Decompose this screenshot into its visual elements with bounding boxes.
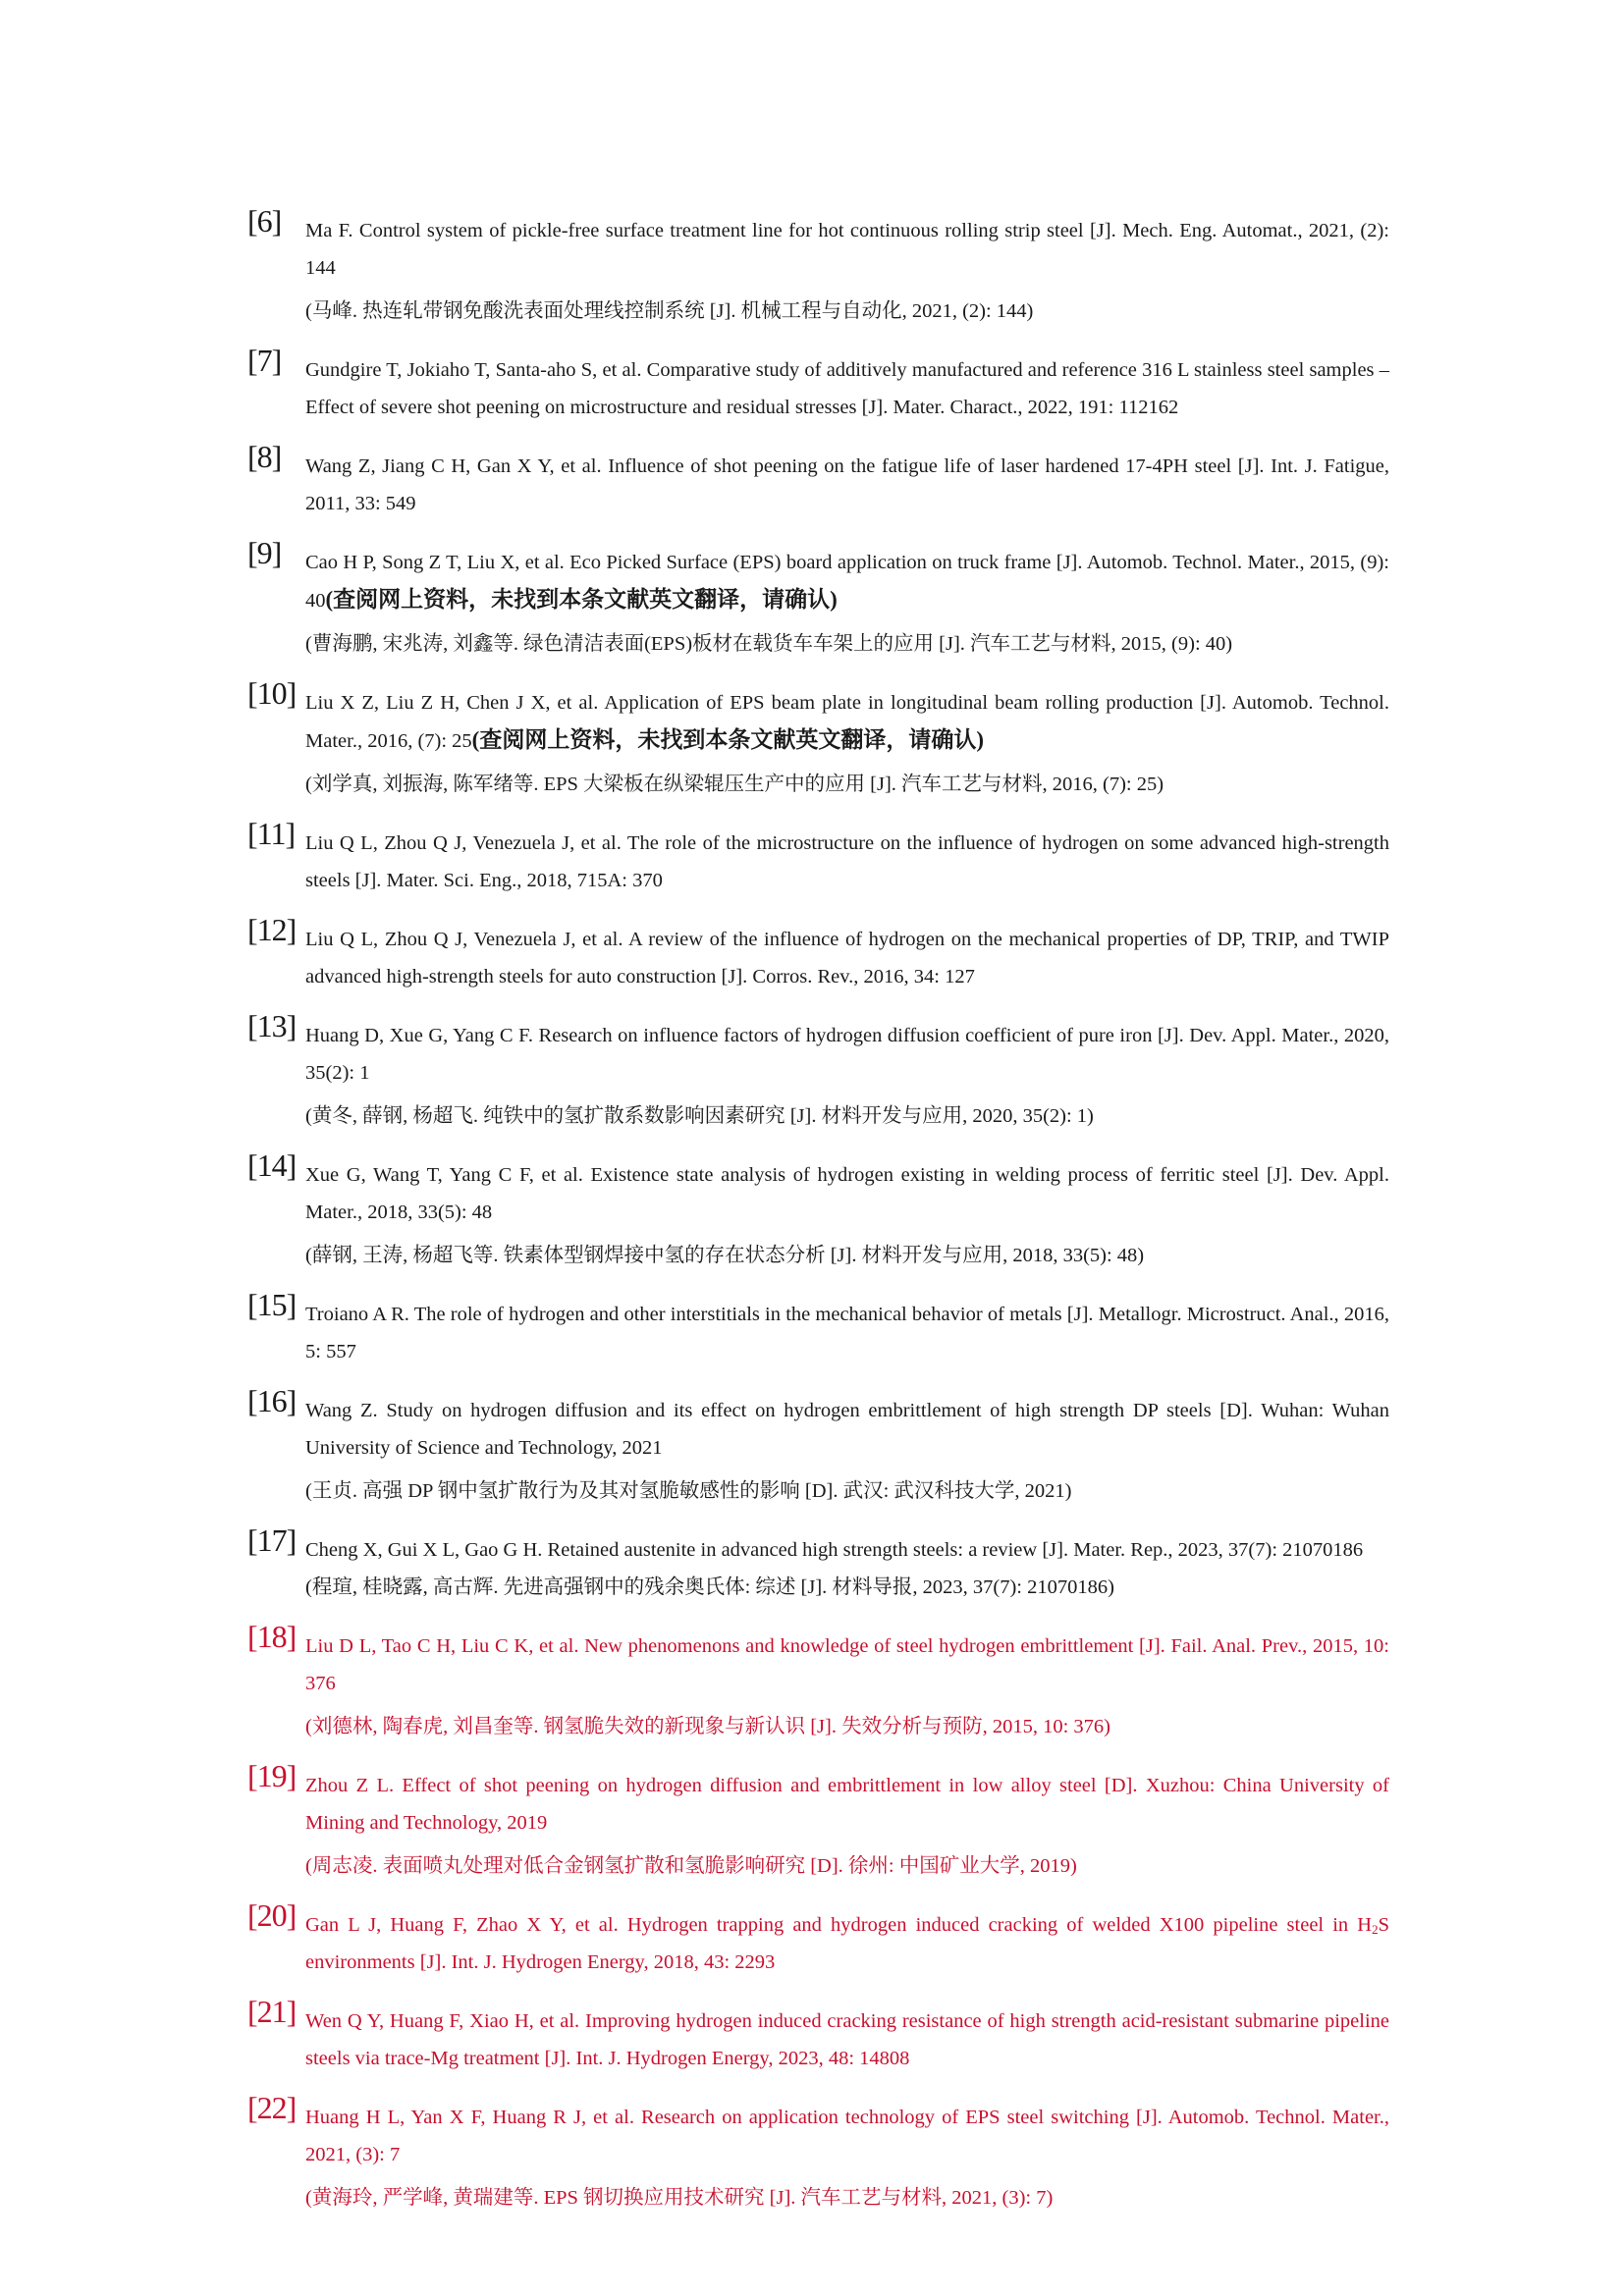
reference-item: [247, 1759, 1389, 1885]
reference-item: [247, 536, 1389, 663]
reference-english: [305, 2099, 1389, 2173]
reference-english: [305, 544, 1389, 619]
reference-item: [247, 1148, 1389, 1274]
reference-english: [305, 351, 1389, 426]
reference-english-text: Liu X Z, Liu Z H, Chen J X, et al. Application of EPS beam plate in longitudinal beam rolling production [J]. Automob. Technol. Mater., 2016, (7): 25: [305, 692, 1389, 752]
reference-english: [305, 448, 1389, 522]
reference-item: [247, 676, 1389, 803]
reference-content: [305, 536, 1389, 663]
reference-english-text: Gundgire T, Jokiaho T, Santa-aho S, et al. Comparative study of additively manufactured and reference 316 L stainless steel samples – Effect of severe shot peening on microstructure and residual stresses [J]. Mater. Charact., 2022, 191: 112162: [305, 359, 1389, 418]
reference-item: [247, 1523, 1389, 1606]
reference-english-text: Troiano A R. The role of hydrogen and other interstitials in the mechanical behavior of metals [J]. Metallogr. Microstruct. Anal., 2016, 5: 557: [305, 1304, 1389, 1362]
reference-number: [8]: [247, 439, 282, 474]
reference-english: [305, 825, 1389, 899]
reference-english: [305, 1156, 1389, 1231]
reference-number: [17]: [247, 1522, 297, 1558]
reference-content: [305, 1523, 1389, 1606]
reference-english: [305, 1296, 1389, 1370]
reference-content: [305, 440, 1389, 522]
reference-english-text: Liu Q L, Zhou Q J, Venezuela J, et al. The role of the microstructure on the influence of hydrogen on some advanced high-strength steels [J]. Mater. Sci. Eng., 2018, 715A: 370: [305, 832, 1389, 891]
reference-english-text: Ma F. Control system of pickle-free surface treatment line for hot continuous rolling strip steel [J]. Mech. Eng. Automat., 2021, (2): 144: [305, 220, 1389, 279]
reference-content: [305, 913, 1389, 995]
reference-english-text: Huang H L, Yan X F, Huang R J, et al. Research on application technology of EPS steel switching [J]. Automob. Technol. Mater., 2021, (3): 7: [305, 2107, 1389, 2165]
reference-number: [6]: [247, 203, 282, 239]
reference-item: [247, 2091, 1389, 2216]
reference-item: [247, 1384, 1389, 1510]
reference-english: [305, 1017, 1389, 1092]
reference-english-text: S environments [J]. Int. J. Hydrogen Energy, 2018, 43: 2293: [305, 1914, 1389, 1973]
reference-number: [21]: [247, 1994, 297, 2029]
reference-content: [305, 1759, 1389, 1885]
translation-note: (查阅网上资料，未找到本条文献英文翻译，请确认): [471, 727, 984, 752]
reference-chinese: (黄海玲, 严学峰, 黄瑞建等. EPS 钢切换应用技术研究 [J]. 汽车工艺与材料, 2021, (3): 7): [305, 2187, 1054, 2209]
reference-number: [7]: [247, 343, 282, 378]
reference-content: [305, 204, 1389, 330]
subscript: 2: [1372, 1922, 1379, 1937]
reference-content: [305, 817, 1389, 899]
reference-chinese: (薛钢, 王涛, 杨超飞等. 铁素体型钢焊接中氢的存在状态分析 [J]. 材料开发与应用, 2018, 33(5): 48): [305, 1245, 1145, 1266]
reference-item: [247, 913, 1389, 995]
reference-number: [16]: [247, 1383, 297, 1418]
reference-list: [247, 204, 1389, 2230]
reference-english: [305, 1906, 1389, 1981]
reference-number: [10]: [247, 675, 297, 711]
reference-content: [305, 1009, 1389, 1135]
reference-chinese: (王贞. 高强 DP 钢中氢扩散行为及其对氢脆敏感性的影响 [D]. 武汉: 武汉科技大学, 2021): [305, 1480, 1072, 1502]
reference-number: [12]: [247, 912, 297, 947]
reference-english-text: Cao H P, Song Z T, Liu X, et al. Eco Picked Surface (EPS) board application on truck frame [J]. Automob. Technol. Mater., 2015, (9): 40: [305, 552, 1389, 612]
reference-english: [305, 1767, 1389, 1842]
reference-content: [305, 1384, 1389, 1510]
reference-number: [18]: [247, 1619, 297, 1654]
reference-english: [305, 2002, 1389, 2077]
reference-content: [305, 676, 1389, 803]
reference-english: [305, 921, 1389, 995]
reference-english-text: Zhou Z L. Effect of shot peening on hydrogen diffusion and embrittlement in low alloy steel [D]. Xuzhou: China University of Mining and Technology, 2019: [305, 1775, 1389, 1834]
reference-content: [305, 1620, 1389, 1745]
translation-note: (查阅网上资料，未找到本条文献英文翻译，请确认): [325, 587, 838, 612]
reference-item: [247, 817, 1389, 899]
reference-item: [247, 440, 1389, 522]
reference-item: [247, 344, 1389, 426]
reference-english-text: Xue G, Wang T, Yang C F, et al. Existence state analysis of hydrogen existing in welding process of ferritic steel [J]. Dev. Appl. Mater., 2018, 33(5): 48: [305, 1164, 1389, 1223]
reference-english: [305, 1628, 1389, 1702]
reference-english-text: Gan L J, Huang F, Zhao X Y, et al. Hydrogen trapping and hydrogen induced cracking of welded X100 pipeline steel in H: [305, 1914, 1373, 1936]
reference-chinese: (马峰. 热连轧带钢免酸洗表面处理线控制系统 [J]. 机械工程与自动化, 2021, (2): 144): [305, 300, 1034, 322]
reference-chinese: (刘学真, 刘振海, 陈军绪等. EPS 大梁板在纵梁辊压生产中的应用 [J]. 汽车工艺与材料, 2016, (7): 25): [305, 774, 1164, 795]
reference-english-text: Wang Z. Study on hydrogen diffusion and its effect on hydrogen embrittlement of high strength DP steels [D]. Wuhan: Wuhan University of Science and Technology, 2021: [305, 1400, 1389, 1459]
reference-english: [305, 1392, 1389, 1467]
reference-content: [305, 1995, 1389, 2077]
reference-number: [14]: [247, 1148, 297, 1183]
reference-english-text: Liu D L, Tao C H, Liu C K, et al. New phenomenons and knowledge of steel hydrogen embrittlement [J]. Fail. Anal. Prev., 2015, 10: 376: [305, 1635, 1389, 1694]
reference-number: [11]: [247, 816, 296, 851]
reference-chinese: (刘德林, 陶春虎, 刘昌奎等. 钢氢脆失效的新现象与新认识 [J]. 失效分析与预防, 2015, 10: 376): [305, 1716, 1110, 1737]
reference-chinese: (周志凌. 表面喷丸处理对低合金钢氢扩散和氢脆影响研究 [D]. 徐州: 中国矿业大学, 2019): [305, 1855, 1077, 1877]
reference-number: [13]: [247, 1008, 297, 1043]
reference-english: [305, 212, 1389, 287]
reference-english-text: Huang D, Xue G, Yang C F. Research on influence factors of hydrogen diffusion coefficient of pure iron [J]. Dev. Appl. Mater., 2020, 35(2): 1: [305, 1025, 1389, 1084]
reference-number: [9]: [247, 535, 282, 570]
reference-content: [305, 2091, 1389, 2216]
reference-chinese: (黄冬, 薛钢, 杨超飞. 纯铁中的氢扩散系数影响因素研究 [J]. 材料开发与应用, 2020, 35(2): 1): [305, 1105, 1094, 1127]
reference-english: [305, 684, 1389, 760]
reference-content: [305, 1898, 1389, 1981]
reference-chinese: (程瑄, 桂晓露, 高古辉. 先进高强钢中的残余奥氏体: 综述 [J]. 材料导报, 2023, 37(7): 21070186): [305, 1576, 1114, 1598]
reference-english-text: Cheng X, Gui X L, Gao G H. Retained austenite in advanced high strength steels: a review [J]. Mater. Rep., 2023, 37(7): 21070186: [305, 1539, 1364, 1561]
reference-item: [247, 1898, 1389, 1981]
reference-item: [247, 204, 1389, 330]
reference-item: [247, 1620, 1389, 1745]
reference-number: [19]: [247, 1758, 297, 1793]
reference-number: [20]: [247, 1897, 297, 1933]
reference-number: [22]: [247, 2090, 297, 2125]
reference-item: [247, 1995, 1389, 2077]
reference-number: [15]: [247, 1287, 297, 1322]
reference-content: [305, 344, 1389, 426]
reference-english: [305, 1531, 1389, 1569]
reference-chinese: (曹海鹏, 宋兆涛, 刘鑫等. 绿色清洁表面(EPS)板材在载货车车架上的应用 [J]. 汽车工艺与材料, 2015, (9): 40): [305, 633, 1233, 655]
reference-content: [305, 1288, 1389, 1370]
reference-item: [247, 1009, 1389, 1135]
reference-english-text: Wang Z, Jiang C H, Gan X Y, et al. Influence of shot peening on the fatigue life of laser hardened 17-4PH steel [J]. Int. J. Fatigue, 2011, 33: 549: [305, 455, 1389, 514]
reference-item: [247, 1288, 1389, 1370]
reference-english-text: Wen Q Y, Huang F, Xiao H, et al. Improving hydrogen induced cracking resistance of high strength acid-resistant submarine pipeline steels via trace-Mg treatment [J]. Int. J. Hydrogen Energy, 2023, 48: 14808: [305, 2010, 1389, 2069]
reference-content: [305, 1148, 1389, 1274]
reference-english-text: Liu Q L, Zhou Q J, Venezuela J, et al. A review of the influence of hydrogen on the mechanical properties of DP, TRIP, and TWIP advanced high-strength steels for auto construction [J]. Corros. Rev., 2016, 34: 127: [305, 929, 1389, 988]
